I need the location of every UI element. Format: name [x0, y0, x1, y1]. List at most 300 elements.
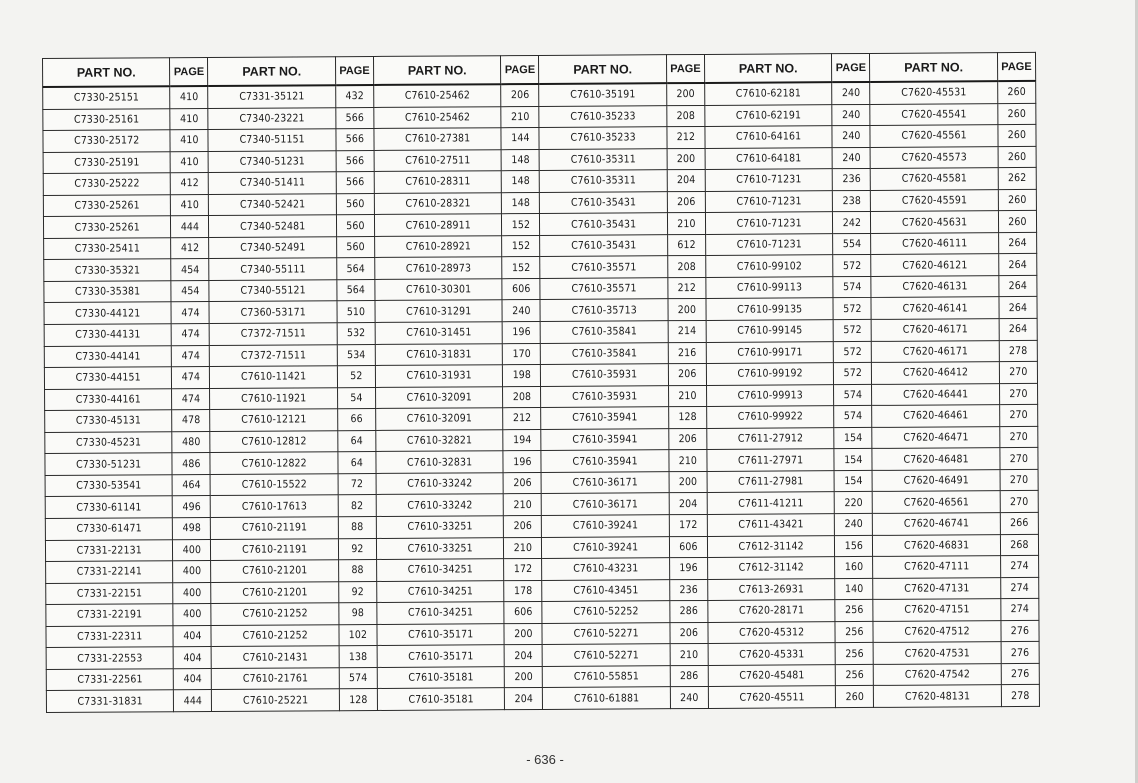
part-number-cell: C7620-46471 [872, 426, 1000, 448]
page-cell: 270 [999, 362, 1037, 384]
part-number-cell: C7340-52491 [209, 237, 337, 259]
part-number-cell: C7610-35191 [539, 83, 667, 106]
page-cell: 64 [338, 452, 376, 474]
part-number-cell: C7620-45312 [708, 621, 836, 643]
page-cell: 270 [999, 405, 1037, 427]
page-cell: 606 [502, 278, 540, 300]
page-cell: 210 [501, 106, 539, 128]
part-number-cell: C7620-45573 [870, 146, 998, 168]
page-cell: 240 [832, 147, 870, 169]
page-cell: 212 [668, 277, 706, 299]
page-cell: 216 [668, 342, 706, 364]
part-number-cell: C7610-35311 [540, 170, 668, 192]
page-cell: 144 [501, 128, 539, 150]
part-number-cell: C7610-32091 [376, 408, 504, 430]
page-cell: 238 [833, 190, 871, 212]
part-number-cell: C7610-35181 [377, 688, 505, 710]
page-cell: 156 [835, 535, 873, 557]
page-cell: 206 [503, 472, 541, 494]
part-number-cell: C7610-35931 [541, 364, 669, 386]
part-number-cell: C7610-35431 [540, 191, 668, 213]
part-number-cell: C7610-35841 [541, 342, 669, 364]
part-number-cell: C7610-35941 [541, 450, 669, 472]
page-cell: 572 [834, 363, 872, 385]
page-cell: 206 [667, 191, 705, 213]
page-cell: 154 [834, 449, 872, 471]
header-page: PAGE [501, 55, 539, 84]
part-number-cell: C7610-25221 [212, 689, 340, 711]
page-cell: 260 [998, 125, 1036, 147]
page-cell: 54 [337, 387, 375, 409]
part-number-cell: C7340-52481 [209, 215, 337, 237]
page-cell: 572 [833, 298, 871, 320]
part-number-cell: C7610-15522 [211, 474, 339, 496]
part-number-cell: C7620-47151 [873, 599, 1001, 621]
page-cell: 560 [336, 215, 374, 237]
part-number-cell: C7610-21761 [212, 667, 340, 689]
page-cell: 148 [502, 192, 540, 214]
part-number-cell: C7610-25462 [374, 84, 502, 107]
part-number-cell: C7610-35181 [377, 666, 505, 688]
part-number-cell: C7330-35321 [44, 259, 172, 281]
page-cell: 152 [502, 214, 540, 236]
page-cell: 276 [1001, 620, 1039, 642]
page-cell: 270 [1000, 491, 1038, 513]
part-number-cell: C7610-99102 [706, 255, 834, 277]
page-cell: 206 [501, 84, 539, 106]
page-cell: 208 [503, 386, 541, 408]
part-number-cell: C7620-46171 [872, 340, 1000, 362]
part-number-cell: C7330-44161 [45, 388, 173, 410]
page-cell: 98 [339, 603, 377, 625]
page-cell: 210 [669, 450, 707, 472]
page-cell: 64 [338, 430, 376, 452]
page-cell: 172 [669, 514, 707, 536]
part-number-cell: C7610-12812 [210, 430, 338, 452]
part-number-cell: C7610-39241 [542, 515, 670, 537]
part-number-cell: C7620-28171 [708, 600, 836, 622]
part-number-cell: C7620-46441 [872, 383, 1000, 405]
page-cell: 206 [669, 428, 707, 450]
page-cell: 200 [666, 83, 704, 105]
part-number-cell: C7610-28311 [374, 171, 502, 193]
part-number-cell: C7610-21252 [211, 624, 339, 646]
page-cell: 574 [339, 667, 377, 689]
part-number-cell: C7330-61471 [45, 518, 173, 540]
part-number-cell: C7620-46141 [871, 297, 999, 319]
part-number-cell: C7330-44151 [44, 367, 172, 389]
page-cell: 200 [668, 299, 706, 321]
page-cell: 260 [998, 103, 1036, 125]
page-cell: 92 [338, 538, 376, 560]
page-cell: 566 [336, 129, 374, 151]
page-cell: 412 [171, 237, 209, 259]
part-number-cell: C7330-25161 [43, 108, 171, 130]
part-number-cell: C7610-55851 [543, 665, 671, 687]
part-number-cell: C7610-27381 [374, 128, 502, 150]
part-number-cell: C7331-35121 [208, 85, 336, 108]
page-cell: 200 [505, 666, 543, 688]
part-number-cell: C7340-51411 [209, 172, 337, 194]
part-number-cell: C7610-71231 [706, 234, 834, 256]
page-cell: 534 [337, 344, 375, 366]
part-number-cell: C7610-99922 [707, 406, 835, 428]
page-cell: 240 [835, 513, 873, 535]
page-cell: 236 [670, 579, 708, 601]
page-cell: 152 [502, 235, 540, 257]
page-cell: 204 [669, 493, 707, 515]
part-number-cell: C7620-45591 [871, 189, 999, 211]
header-page: PAGE [832, 53, 870, 82]
page-cell: 572 [833, 255, 871, 277]
header-part-no: PART NO. [870, 53, 998, 82]
page-cell: 148 [501, 149, 539, 171]
header-part-no: PART NO. [539, 55, 667, 84]
part-number-cell: C7620-46461 [872, 405, 1000, 427]
page-cell: 454 [171, 280, 209, 302]
page-cell: 464 [172, 474, 210, 496]
part-number-cell: C7610-12121 [210, 409, 338, 431]
header-part-no: PART NO. [208, 57, 336, 86]
page-cell: 148 [502, 171, 540, 193]
page-cell: 92 [339, 581, 377, 603]
page-cell: 210 [667, 213, 705, 235]
part-number-cell: C7610-35311 [540, 148, 668, 170]
page-cell: 138 [339, 646, 377, 668]
page-cell: 140 [835, 578, 873, 600]
part-number-cell: C7330-25172 [43, 130, 171, 152]
part-number-cell: C7610-99171 [706, 341, 834, 363]
part-number-cell: C7620-45331 [708, 643, 836, 665]
page-cell: 276 [1001, 642, 1039, 664]
header-part-no: PART NO. [704, 54, 832, 83]
part-number-cell: C7610-17613 [211, 495, 339, 517]
page-cell: 612 [667, 234, 705, 256]
part-number-cell: C7330-51231 [45, 453, 173, 475]
part-number-cell: C7330-44141 [44, 345, 172, 367]
page-cell: 256 [835, 643, 873, 665]
part-number-cell: C7620-46561 [873, 491, 1001, 513]
page-cell: 432 [336, 85, 374, 107]
page-cell: 128 [668, 407, 706, 429]
page-cell: 278 [1001, 685, 1039, 707]
page-cell: 204 [667, 170, 705, 192]
part-number-cell: C7330-25411 [44, 238, 172, 260]
part-number-cell: C7620-46111 [871, 233, 999, 255]
part-number-cell: C7610-35841 [541, 321, 669, 343]
page-cell: 444 [174, 690, 212, 712]
part-number-cell: C7620-46481 [872, 448, 1000, 470]
part-number-cell: C7610-35941 [541, 428, 669, 450]
page-cell: 486 [172, 453, 210, 475]
page-cell: 200 [504, 623, 542, 645]
page-cell: 210 [670, 644, 708, 666]
page-cell: 498 [173, 517, 211, 539]
part-number-cell: C7620-46131 [871, 276, 999, 298]
parts-index-table-wrap [42, 52, 1040, 713]
page-cell: 404 [173, 647, 211, 669]
page-cell: 606 [504, 602, 542, 624]
page-cell: 204 [505, 688, 543, 710]
part-number-cell: C7620-45631 [871, 211, 999, 233]
part-number-cell: C7611-41211 [707, 492, 835, 514]
page-cell: 410 [170, 86, 208, 108]
table-row [46, 685, 1039, 713]
part-number-cell: C7610-35171 [377, 645, 505, 667]
page-cell: 240 [670, 687, 708, 709]
page-cell: 200 [667, 148, 705, 170]
part-number-cell: C7610-21431 [212, 646, 340, 668]
page-cell: 240 [502, 300, 540, 322]
part-number-cell: C7330-25261 [43, 194, 171, 216]
header-page: PAGE [997, 52, 1035, 81]
part-number-cell: C7620-46171 [872, 319, 1000, 341]
part-number-cell: C7610-31291 [375, 300, 503, 322]
part-number-cell: C7611-27971 [707, 449, 835, 471]
page-cell: 264 [999, 318, 1037, 340]
part-number-cell: C7340-51151 [208, 129, 336, 151]
part-number-cell: C7620-46121 [871, 254, 999, 276]
part-number-cell: C7610-28911 [374, 214, 502, 236]
part-number-cell: C7610-52271 [543, 644, 671, 666]
page-cell: 412 [171, 173, 209, 195]
page-cell: 260 [836, 686, 874, 708]
page-cell: 474 [172, 367, 210, 389]
part-number-cell: C7610-35233 [539, 105, 667, 127]
page-cell: 204 [504, 645, 542, 667]
part-number-cell: C7620-47131 [873, 577, 1001, 599]
header-page: PAGE [666, 54, 704, 83]
page-cell: 400 [173, 582, 211, 604]
page-cell: 454 [171, 259, 209, 281]
page-cell: 260 [998, 211, 1036, 233]
page-cell: 574 [833, 276, 871, 298]
part-number-cell: C7620-45481 [708, 664, 836, 686]
part-number-cell: C7331-22151 [46, 582, 174, 604]
page-cell: 200 [669, 471, 707, 493]
page-cell: 572 [833, 319, 871, 341]
page-cell: 510 [337, 301, 375, 323]
part-number-cell: C7331-31831 [46, 690, 174, 712]
part-number-cell: C7610-33242 [376, 494, 504, 516]
page-cell: 274 [1000, 577, 1038, 599]
part-number-cell: C7620-47542 [874, 663, 1002, 685]
page-cell: 564 [337, 279, 375, 301]
part-number-cell: C7610-21201 [211, 560, 339, 582]
part-number-cell: C7610-28921 [375, 236, 503, 258]
page-cell: 256 [835, 621, 873, 643]
page-cell: 478 [172, 410, 210, 432]
page-cell: 404 [174, 668, 212, 690]
part-number-cell: C7330-25151 [43, 86, 171, 109]
page-cell: 278 [999, 340, 1037, 362]
page-cell: 474 [172, 388, 210, 410]
page-cell: 52 [337, 366, 375, 388]
page-cell: 194 [503, 429, 541, 451]
part-number-cell: C7610-35941 [541, 407, 669, 429]
part-number-cell: C7330-25191 [43, 151, 171, 173]
page-cell: 260 [998, 189, 1036, 211]
part-number-cell: C7331-22561 [46, 668, 174, 690]
page-cell: 210 [668, 385, 706, 407]
part-number-cell: C7610-21191 [211, 517, 339, 539]
part-number-cell: C7610-62181 [705, 82, 833, 105]
part-number-cell: C7610-30301 [375, 279, 503, 301]
part-number-cell: C7610-99113 [706, 277, 834, 299]
part-number-cell: C7340-51231 [209, 150, 337, 172]
page-cell: 260 [998, 146, 1036, 168]
page-cell: 82 [338, 495, 376, 517]
page-cell: 264 [999, 275, 1037, 297]
page-cell: 172 [504, 559, 542, 581]
page-cell: 88 [338, 560, 376, 582]
part-number-cell: C7620-45541 [870, 103, 998, 125]
page-cell: 196 [669, 557, 707, 579]
part-number-cell: C7330-25261 [43, 216, 171, 238]
part-number-cell: C7611-27912 [707, 427, 835, 449]
part-number-cell: C7610-64161 [705, 126, 833, 148]
part-number-cell: C7331-22311 [46, 625, 174, 647]
page-cell: 206 [670, 622, 708, 644]
part-number-cell: C7360-53171 [209, 301, 337, 323]
part-number-cell: C7620-45511 [708, 686, 836, 708]
part-number-cell: C7610-35571 [540, 278, 668, 300]
page-cell: 242 [833, 212, 871, 234]
part-number-cell: C7610-36171 [542, 493, 670, 515]
part-number-cell: C7612-31142 [708, 557, 836, 579]
part-number-cell: C7610-25462 [374, 106, 502, 128]
page-cell: 400 [173, 539, 211, 561]
page-cell: 572 [834, 341, 872, 363]
part-number-cell: C7610-32821 [376, 429, 504, 451]
part-number-cell: C7610-31931 [375, 365, 503, 387]
page-cell: 286 [670, 601, 708, 623]
part-number-cell: C7610-32091 [375, 386, 503, 408]
page-cell: 566 [336, 172, 374, 194]
page-cell: 560 [336, 236, 374, 258]
header-page: PAGE [335, 56, 373, 85]
page-cell: 206 [504, 515, 542, 537]
part-number-cell: C7330-35381 [44, 281, 172, 303]
page-cell: 574 [834, 384, 872, 406]
part-number-cell: C7610-39241 [542, 536, 670, 558]
page-cell: 206 [668, 364, 706, 386]
part-number-cell: C7610-99135 [706, 298, 834, 320]
part-number-cell: C7610-71231 [705, 169, 833, 191]
part-number-cell: C7610-31831 [375, 343, 503, 365]
part-number-cell: C7610-71231 [705, 190, 833, 212]
page-cell: 410 [171, 194, 209, 216]
page-cell: 410 [170, 151, 208, 173]
page-cell: 154 [834, 427, 872, 449]
header-part-no: PART NO. [373, 56, 501, 85]
page-cell: 274 [1000, 555, 1038, 577]
page-cell: 480 [172, 431, 210, 453]
page-cell: 220 [834, 492, 872, 514]
part-number-cell: C7620-46741 [873, 513, 1001, 535]
page-cell: 196 [503, 451, 541, 473]
part-number-cell: C7610-43451 [542, 579, 670, 601]
page-cell: 400 [173, 561, 211, 583]
page-cell: 496 [173, 496, 211, 518]
page-cell: 474 [171, 302, 209, 324]
page-cell: 240 [832, 126, 870, 148]
part-number-cell: C7610-33251 [376, 516, 504, 538]
page-cell: 264 [999, 254, 1037, 276]
page-cell: 266 [1000, 512, 1038, 534]
page-cell: 198 [503, 365, 541, 387]
page-cell: 286 [670, 665, 708, 687]
page-cell: 212 [667, 127, 705, 149]
part-number-cell: C7610-34251 [377, 559, 505, 581]
part-number-cell: C7620-45581 [871, 168, 999, 190]
part-number-cell: C7610-27511 [374, 149, 502, 171]
page-cell: 196 [502, 321, 540, 343]
part-number-cell: C7610-36171 [541, 472, 669, 494]
page-cell: 128 [339, 689, 377, 711]
part-number-cell: C7331-22131 [45, 539, 173, 561]
part-number-cell: C7330-61141 [45, 496, 173, 518]
page-cell: 270 [1000, 448, 1038, 470]
page-cell: 270 [1000, 469, 1038, 491]
part-number-cell: C7610-35931 [541, 385, 669, 407]
part-number-cell: C7610-35171 [377, 623, 505, 645]
page-cell: 260 [997, 81, 1035, 103]
part-number-cell: C7620-47111 [873, 556, 1001, 578]
part-number-cell: C7610-62191 [705, 104, 833, 126]
page-cell: 152 [502, 257, 540, 279]
part-number-cell: C7620-47512 [873, 620, 1001, 642]
page-cell: 264 [998, 232, 1036, 254]
page-cell: 606 [669, 536, 707, 558]
part-number-cell: C7610-28973 [375, 257, 503, 279]
part-number-cell: C7340-52421 [209, 193, 337, 215]
page-cell: 474 [172, 345, 210, 367]
page-cell: 240 [832, 82, 870, 104]
page-cell: 574 [834, 406, 872, 428]
part-number-cell: C7610-71231 [705, 212, 833, 234]
part-number-cell: C7610-52252 [542, 601, 670, 623]
header-page: PAGE [170, 57, 208, 86]
page-cell: 554 [833, 233, 871, 255]
page-cell: 210 [504, 494, 542, 516]
part-number-cell: C7610-35233 [539, 127, 667, 149]
page-cell: 214 [668, 320, 706, 342]
page-cell: 400 [173, 604, 211, 626]
page-cell: 532 [337, 323, 375, 345]
page-cell: 262 [998, 168, 1036, 190]
part-number-cell: C7610-99192 [706, 363, 834, 385]
part-number-cell: C7331-22191 [46, 604, 174, 626]
page-number: - 636 - [526, 752, 564, 767]
page-cell: 256 [836, 664, 874, 686]
part-number-cell: C7610-34251 [377, 580, 505, 602]
part-number-cell: C7610-21191 [211, 538, 339, 560]
page-cell: 264 [999, 297, 1037, 319]
page-cell: 404 [173, 625, 211, 647]
part-number-cell: C7610-11421 [210, 366, 338, 388]
part-number-cell: C7610-52271 [542, 622, 670, 644]
part-number-cell: C7330-44131 [44, 324, 172, 346]
part-number-cell: C7610-35713 [540, 299, 668, 321]
part-number-cell: C7610-34251 [377, 602, 505, 624]
part-number-cell: C7610-21201 [211, 581, 339, 603]
part-number-cell: C7330-45131 [45, 410, 173, 432]
page-cell: 208 [668, 256, 706, 278]
page-cell: 474 [172, 324, 210, 346]
page-cell: 160 [835, 556, 873, 578]
table-body [43, 81, 1040, 713]
